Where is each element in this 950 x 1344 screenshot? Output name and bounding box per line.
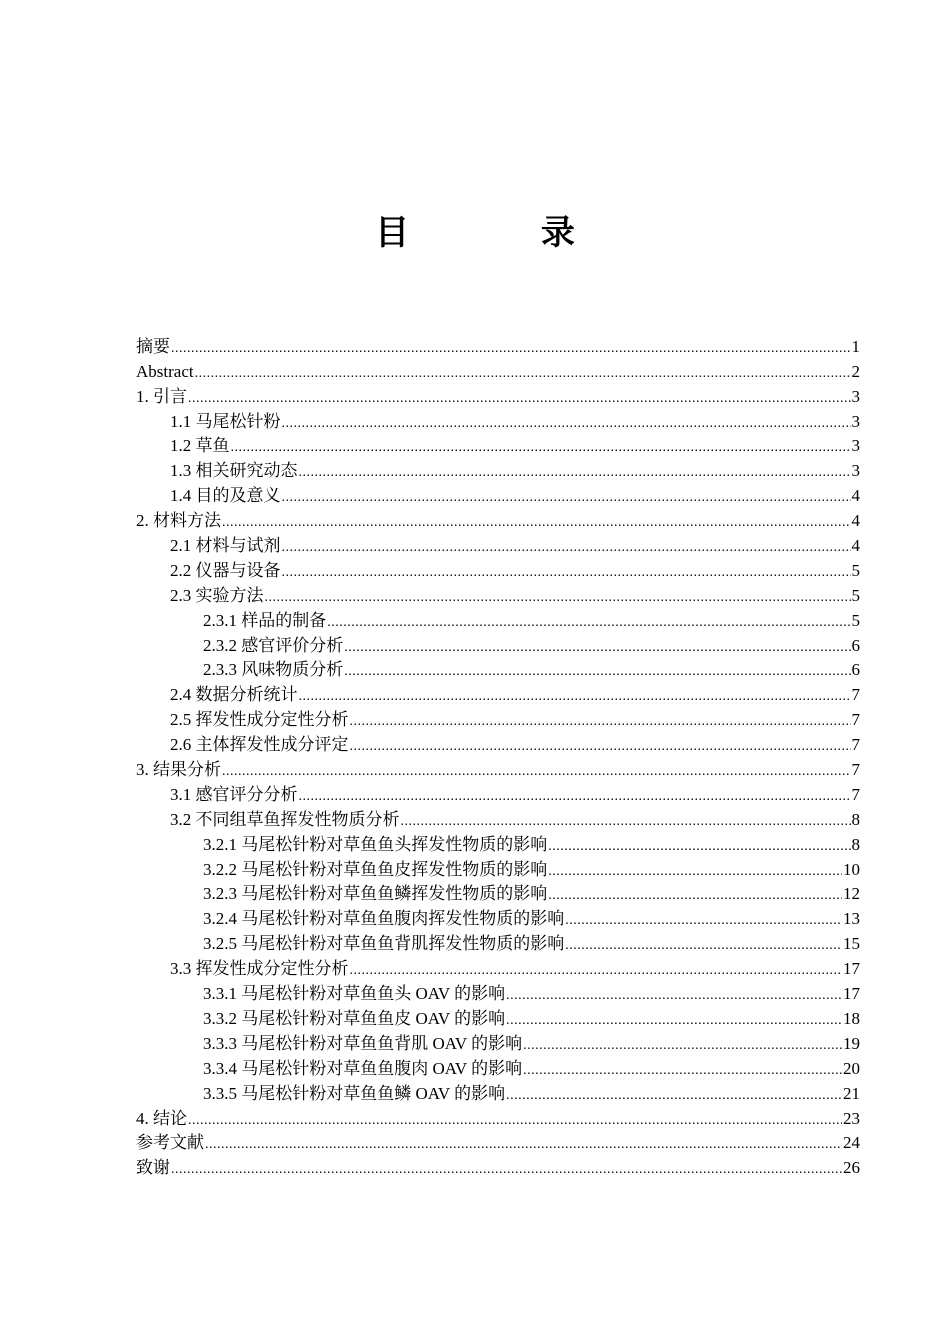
toc-entry-page-number: 3 [851, 436, 860, 456]
toc-entry[interactable] [136, 631, 860, 656]
toc-dot-leader [205, 1137, 842, 1153]
toc-entry[interactable] [136, 1029, 860, 1054]
toc-entry-label: 2.3.3 风味物质分析 [203, 660, 344, 680]
toc-entry-page-number: 23 [843, 1108, 860, 1128]
toc-dot-leader [171, 1162, 842, 1178]
toc-entry[interactable] [136, 357, 860, 382]
toc-entry[interactable] [136, 556, 860, 581]
toc-dot-leader [350, 963, 843, 979]
toc-entry[interactable] [136, 506, 860, 531]
toc-entry-label: 2.6 主体挥发性成分评定 [170, 735, 349, 755]
toc-entry-label: 3.3.4 马尾松针粉对草鱼鱼腹肉 OAV 的影响 [203, 1058, 523, 1078]
toc-dot-leader [506, 988, 842, 1004]
table-of-contents [136, 332, 860, 1178]
toc-dot-leader [171, 341, 851, 357]
toc-entry[interactable] [136, 1079, 860, 1104]
toc-entry-page-number: 6 [851, 660, 860, 680]
toc-entry-page-number: 5 [851, 560, 860, 580]
toc-entry[interactable] [136, 332, 860, 357]
toc-entry[interactable] [136, 755, 860, 780]
toc-entry-label: Abstract [136, 361, 194, 381]
toc-dot-leader [548, 888, 842, 904]
toc-entry-page-number: 15 [843, 934, 860, 954]
toc-entry-page-number: 17 [843, 959, 860, 979]
toc-entry[interactable] [136, 780, 860, 805]
toc-dot-leader [282, 540, 851, 556]
toc-dot-leader [299, 465, 851, 481]
toc-entry-label: 3.2.4 马尾松针粉对草鱼鱼腹肉挥发性物质的影响 [203, 909, 565, 929]
toc-dot-leader [344, 640, 850, 656]
toc-entry-label: 3. 结果分析 [136, 760, 221, 780]
toc-entry-label: 3.3.1 马尾松针粉对草鱼鱼头 OAV 的影响 [203, 984, 506, 1004]
toc-entry[interactable] [136, 456, 860, 481]
toc-entry-label: 3.3 挥发性成分定性分析 [170, 959, 349, 979]
toc-dot-leader [506, 1013, 842, 1029]
toc-entry-label: 2.5 挥发性成分定性分析 [170, 710, 349, 730]
toc-entry-page-number: 7 [851, 710, 860, 730]
toc-dot-leader [195, 366, 851, 382]
toc-dot-leader [231, 440, 851, 456]
toc-entry-label: 3.3.5 马尾松针粉对草鱼鱼鳞 OAV 的影响 [203, 1083, 506, 1103]
toc-entry-label: 3.1 感官评分分析 [170, 784, 298, 804]
toc-dot-leader [299, 789, 851, 805]
toc-dot-leader [350, 739, 851, 755]
toc-entry-label: 2.2 仪器与设备 [170, 560, 281, 580]
toc-entry-page-number: 6 [851, 635, 860, 655]
toc-entry-page-number: 1 [851, 336, 860, 356]
toc-entry-page-number: 12 [843, 884, 860, 904]
toc-dot-leader [222, 764, 851, 780]
toc-dot-leader [299, 689, 851, 705]
toc-entry-label: 参考文献 [136, 1133, 204, 1153]
toc-entry-page-number: 3 [851, 461, 860, 481]
toc-entry-label: 3.2 不同组草鱼挥发性物质分析 [170, 809, 400, 829]
toc-entry-label: 3.3.3 马尾松针粉对草鱼鱼背肌 OAV 的影响 [203, 1033, 523, 1053]
toc-entry-page-number: 7 [851, 784, 860, 804]
toc-entry-page-number: 24 [843, 1133, 860, 1153]
toc-entry-page-number: 21 [843, 1083, 860, 1103]
toc-entry-page-number: 4 [851, 536, 860, 556]
toc-entry-page-number: 20 [843, 1058, 860, 1078]
toc-entry-page-number: 7 [851, 760, 860, 780]
toc-entry-label: 1. 引言 [136, 386, 187, 406]
toc-entry-page-number: 13 [843, 909, 860, 929]
toc-dot-leader [188, 391, 851, 407]
toc-entry-label: 2.1 材料与试剂 [170, 536, 281, 556]
toc-entry-label: 1.2 草鱼 [170, 436, 230, 456]
toc-dot-leader [282, 490, 851, 506]
toc-dot-leader [565, 913, 842, 929]
toc-entry-page-number: 4 [851, 511, 860, 531]
toc-entry-page-number: 7 [851, 735, 860, 755]
toc-dot-leader [565, 938, 842, 954]
toc-entry-label: 1.1 马尾松针粉 [170, 411, 281, 431]
toc-dot-leader [548, 864, 842, 880]
toc-dot-leader [188, 1113, 842, 1129]
toc-entry-page-number: 7 [851, 685, 860, 705]
toc-entry[interactable] [136, 929, 860, 954]
toc-entry[interactable] [136, 1004, 860, 1029]
toc-dot-leader [327, 615, 850, 631]
toc-entry-label: 3.2.5 马尾松针粉对草鱼鱼背肌挥发性物质的影响 [203, 934, 565, 954]
toc-entry-page-number: 26 [843, 1158, 860, 1178]
toc-dot-leader [506, 1088, 842, 1104]
toc-entry[interactable] [136, 606, 860, 631]
toc-entry-label: 3.2.3 马尾松针粉对草鱼鱼鳞挥发性物质的影响 [203, 884, 548, 904]
toc-entry[interactable] [136, 481, 860, 506]
toc-entry-page-number: 3 [851, 386, 860, 406]
toc-entry[interactable] [136, 805, 860, 830]
toc-entry[interactable] [136, 581, 860, 606]
toc-dot-leader [548, 839, 850, 855]
toc-entry-page-number: 17 [843, 984, 860, 1004]
toc-entry-page-number: 5 [851, 610, 860, 630]
toc-entry[interactable] [136, 432, 860, 457]
toc-dot-leader [523, 1063, 842, 1079]
toc-entry[interactable] [136, 880, 860, 905]
toc-entry[interactable] [136, 979, 860, 1004]
toc-entry-label: 致谢 [136, 1158, 170, 1178]
toc-entry[interactable] [136, 830, 860, 855]
toc-entry-label: 2.3 实验方法 [170, 585, 264, 605]
toc-entry-page-number: 2 [851, 361, 860, 381]
toc-entry-page-number: 8 [851, 834, 860, 854]
toc-entry[interactable] [136, 730, 860, 755]
toc-entry[interactable] [136, 1129, 860, 1154]
toc-entry[interactable] [136, 855, 860, 880]
toc-entry-label: 4. 结论 [136, 1108, 187, 1128]
toc-entry-page-number: 3 [851, 411, 860, 431]
toc-entry-label: 3.2.1 马尾松针粉对草鱼鱼头挥发性物质的影响 [203, 834, 548, 854]
toc-entry[interactable] [136, 656, 860, 681]
toc-entry-label: 3.2.2 马尾松针粉对草鱼鱼皮挥发性物质的影响 [203, 859, 548, 879]
toc-entry[interactable] [136, 407, 860, 432]
toc-entry[interactable] [136, 680, 860, 705]
toc-entry-label: 1.3 相关研究动态 [170, 461, 298, 481]
toc-entry-label: 摘要 [136, 336, 170, 356]
toc-entry-page-number: 4 [851, 486, 860, 506]
toc-entry-page-number: 5 [851, 585, 860, 605]
toc-dot-leader [265, 590, 851, 606]
toc-entry-label: 1.4 目的及意义 [170, 486, 281, 506]
toc-entry-page-number: 19 [843, 1033, 860, 1053]
toc-dot-leader [282, 565, 851, 581]
toc-dot-leader [344, 664, 850, 680]
toc-entry[interactable] [136, 1104, 860, 1129]
page-title: 目 录 [375, 213, 635, 253]
toc-entry[interactable] [136, 531, 860, 556]
toc-dot-leader [282, 416, 851, 432]
toc-entry-label: 2.3.1 样品的制备 [203, 610, 327, 630]
toc-entry-label: 3.3.2 马尾松针粉对草鱼鱼皮 OAV 的影响 [203, 1008, 506, 1028]
toc-entry[interactable] [136, 1054, 860, 1079]
toc-entry[interactable] [136, 954, 860, 979]
toc-entry[interactable] [136, 1153, 860, 1178]
toc-dot-leader [222, 515, 851, 531]
toc-dot-leader [350, 714, 851, 730]
toc-entry-page-number: 18 [843, 1008, 860, 1028]
toc-entry[interactable] [136, 904, 860, 929]
toc-entry[interactable] [136, 382, 860, 407]
toc-entry-page-number: 10 [843, 859, 860, 879]
toc-entry-page-number: 8 [851, 809, 860, 829]
toc-entry-label: 2.4 数据分析统计 [170, 685, 298, 705]
toc-entry-label: 2.3.2 感官评价分析 [203, 635, 344, 655]
toc-entry[interactable] [136, 705, 860, 730]
toc-entry-label: 2. 材料方法 [136, 511, 221, 531]
toc-dot-leader [523, 1038, 842, 1054]
toc-dot-leader [401, 814, 851, 830]
